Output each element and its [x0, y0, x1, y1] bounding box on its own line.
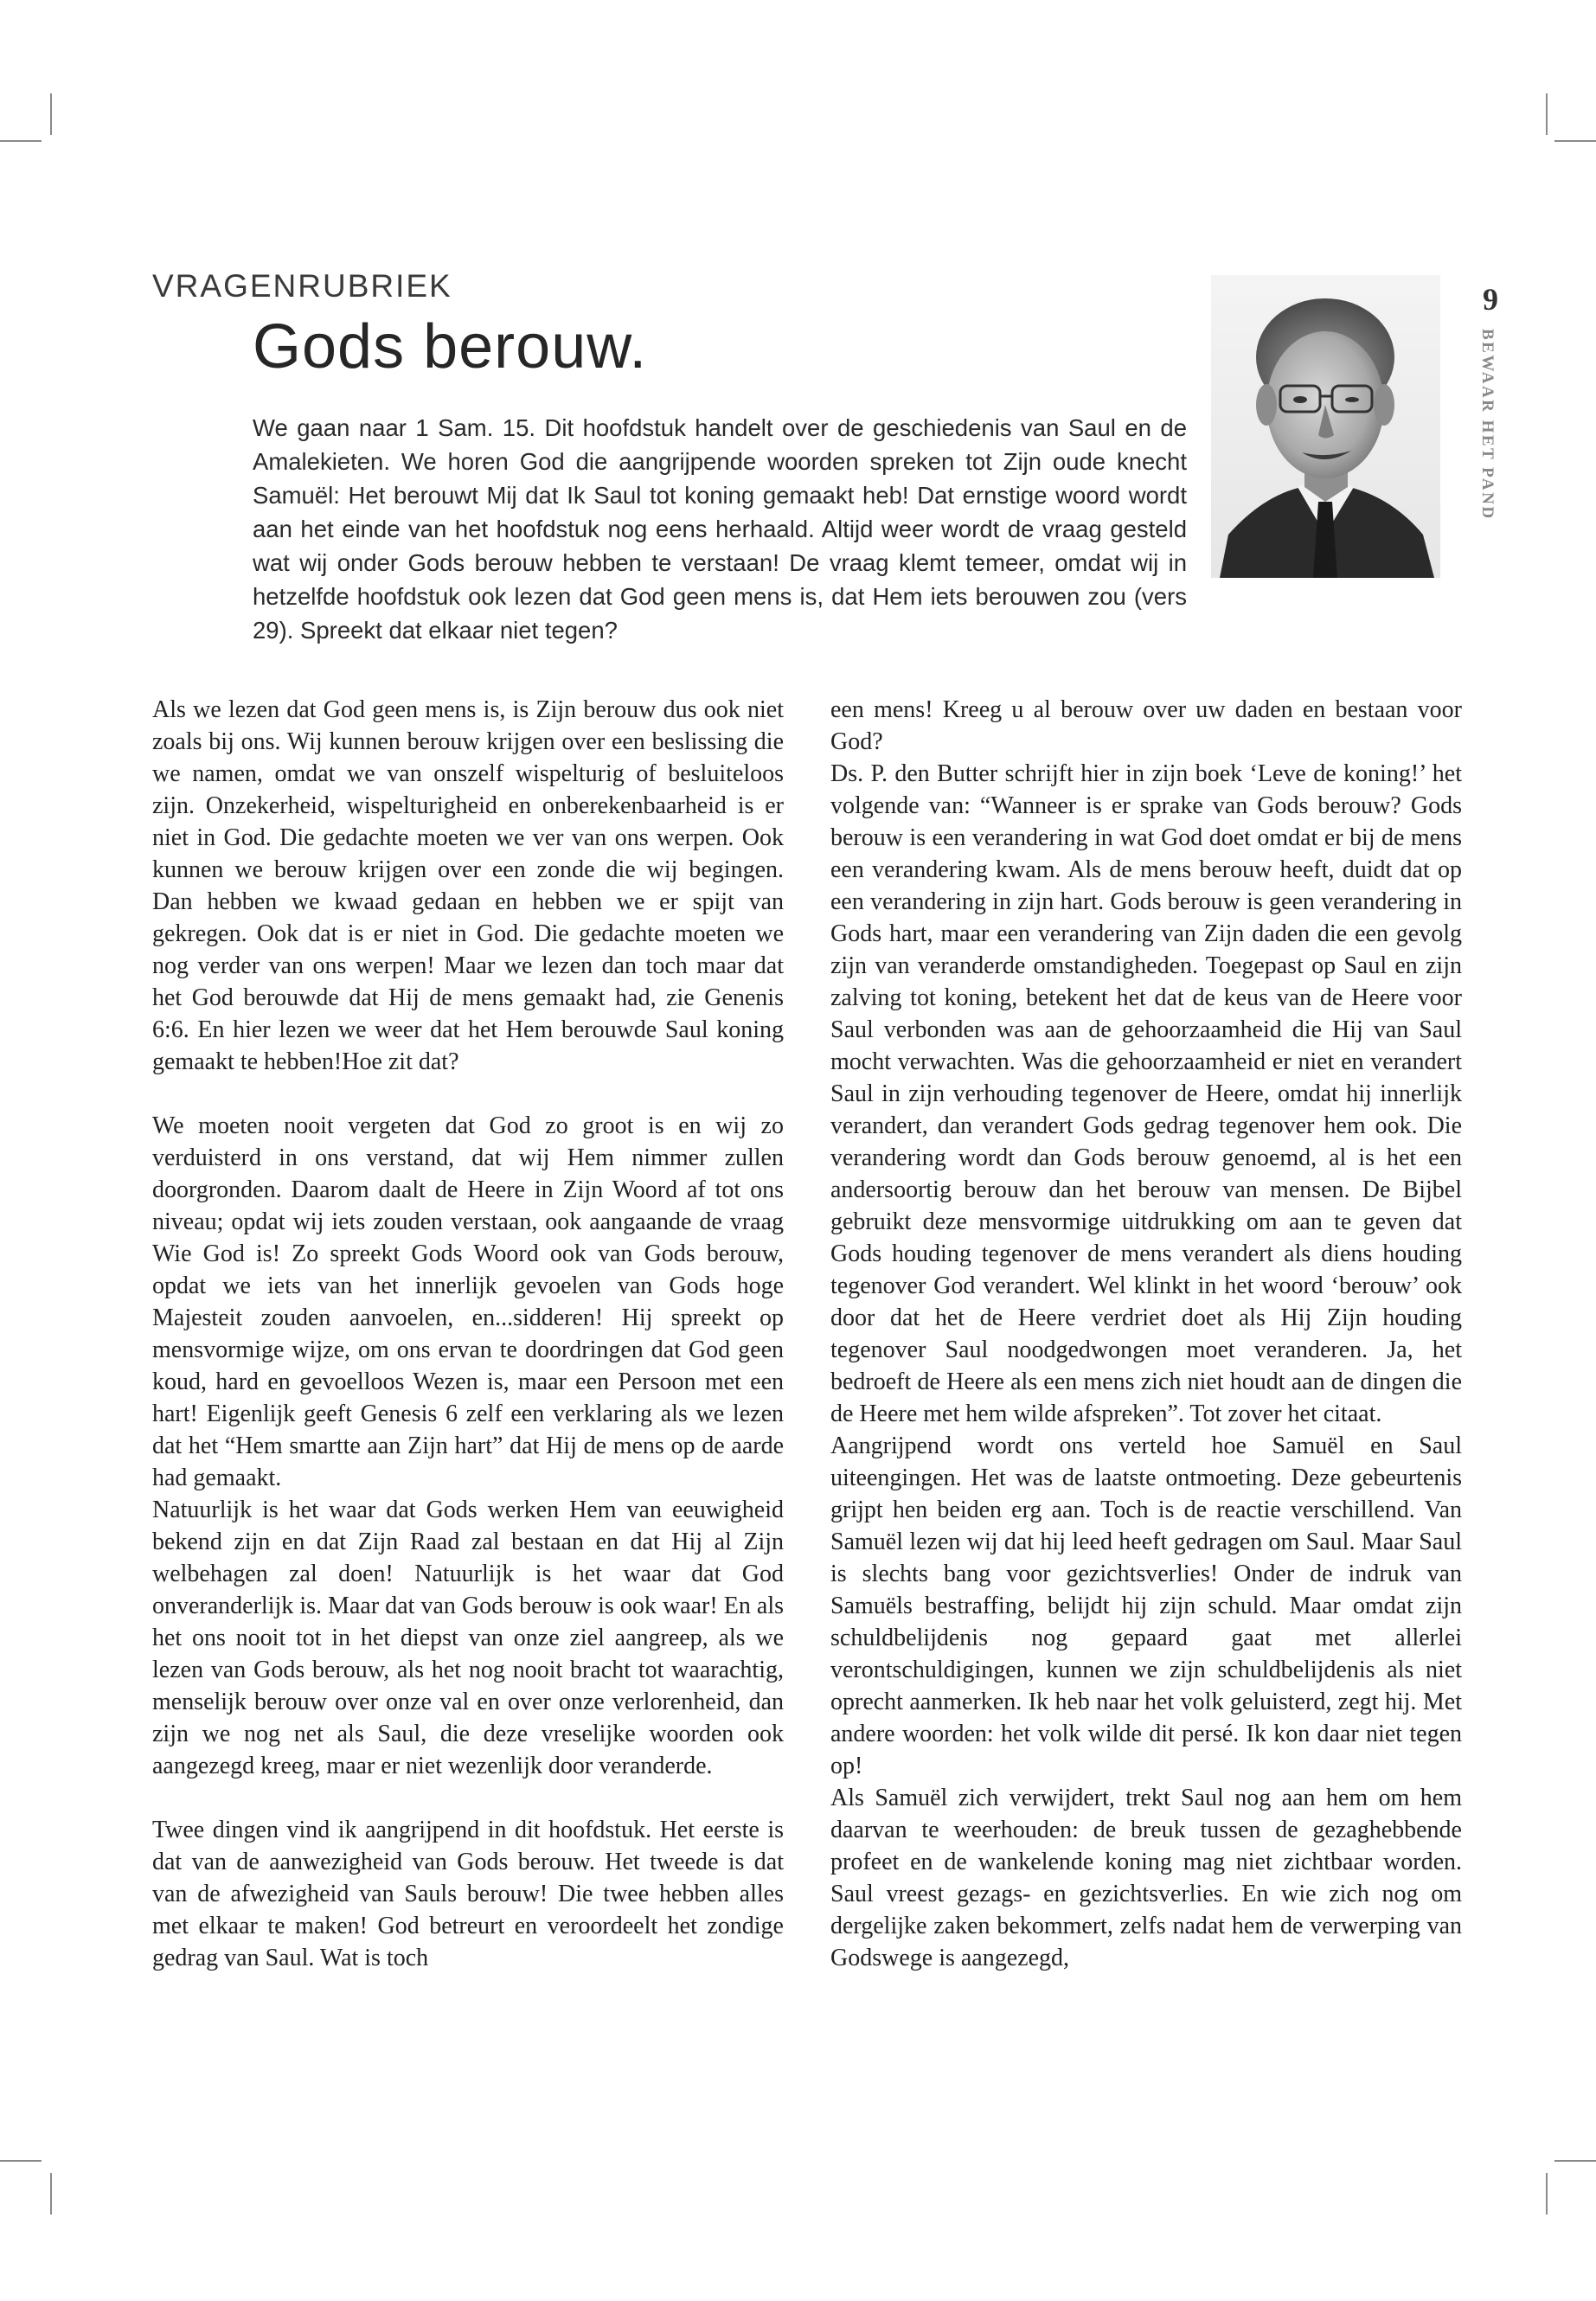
right-column	[830, 694, 1462, 1974]
body-paragraph: Twee dingen vind ik aangrijpend in dit hoofdstuk. Het eerste is dat van de aanwezigheid van Gods berouw. Het tweede is dat van de afwezigheid van Sauls berouw! Die twee hebben alles met elkaar te maken! God betreurt en veroordeelt het zondige gedrag van Saul. Wat is toch	[152, 1817, 784, 1971]
body-paragraph: Natuurlijk is het waar dat Gods werken Hem van eeuwigheid bekend zijn en dat Zijn Raad zal bestaan en dat Hij al Zijn welbehagen zal doen! Natuurlijk is het waar dat God onveranderlijk is. Maar dat van Gods berouw is ook waar! En als het ons nooit tot in het diepst van onze ziel aangreep, als we lezen van Gods berouw, als het nog nooit bracht tot waarachtig, menselijk berouw over onze val en over onze verlorenheid, dan zijn we nog net als Saul, die deze vreselijke woorden ook aangezegd kreeg, maar er niet wezenlijk door veranderde.	[152, 1497, 784, 1779]
author-photo	[1211, 275, 1440, 578]
crop-mark	[50, 2173, 52, 2214]
body-paragraph: We moeten nooit vergeten dat God zo groot is en wij zo verduisterd in ons verstand, dat wij Hem nimmer zullen doorgronden. Daarom daalt de Heere in Zijn Woord af tot ons niveau; opdat wij iets zouden verstaan, ook aangaande de vraag Wie God is! Zo spreekt Gods Woord ook van Gods berouw, opdat we iets van het innerlijk gevoelen van Gods hoge Majesteit zouden aanvoelen, en...sidderen! Hij spreekt op mensvormige wijze, om ons ervan te doordringen dat God geen koud, hard en gevoelloos Wezen is, maar een Persoon met een hart! Eigenlijk geeft Genesis 6 zelf een verklaring als we lezen dat het “Hem smartte aan Zijn hart” dat Hij de mens op de aarde had gemaakt.	[152, 1112, 784, 1491]
left-column	[152, 694, 784, 1974]
article-title: Gods berouw.	[253, 312, 648, 381]
crop-mark	[1546, 93, 1548, 135]
intro-paragraph: We gaan naar 1 Sam. 15. Dit hoofdstuk handelt over de geschiedenis van Saul en de Amalekieten. We horen God die aangrijpende woorden spreken tot Zijn oude knecht Samuël: Het berouwt Mij dat Ik Saul tot koning gemaakt heb! Dat ernstige woord wordt aan het einde van het hoofdstuk nog eens herhaald. Altijd weer wordt de vraag gesteld wat wij onder Gods berouw hebben te verstaan! De vraag klemt temeer, omdat wij in hetzelfde hoofdstuk ook lezen dat God geen mens is, dat Hem iets berouwen zou (vers 29). Spreekt dat elkaar niet tegen?	[253, 414, 1187, 644]
body-paragraph: Als Samuël zich verwijdert, trekt Saul nog aan hem om hem daarvan te weerhouden: de breuk tussen de gezaghebbende profeet en de wankelende koning mag niet zichtbaar worden. Saul vreest gezags- en gezichtsverlies. En wie zich nog om dergelijke zaken bekommert, zelfs nadat hem de verwerping van Godswege is aangezegd,	[830, 1785, 1462, 1971]
body-paragraph: een mens! Kreeg u al berouw over uw daden en bestaan voor God?	[830, 696, 1462, 755]
publication-side-label: BEWAAR HET PAND	[1478, 329, 1497, 521]
crop-mark	[1554, 2160, 1596, 2162]
section-label: VRAGENRUBRIEK	[152, 268, 452, 304]
page-number: 9	[1483, 282, 1498, 317]
crop-mark	[50, 93, 52, 135]
body-paragraph: Aangrijpend wordt ons verteld hoe Samuël en Saul uiteengingen. Het was de laatste ontmoeting. Deze gebeurtenis grijpt hen beiden erg aan. Toch is de reactie verschillend. Van Samuël lezen wij dat hij leed heeft gedragen om Saul. Maar Saul is slechts bang voor gezichtsverlies! Onder de indruk van Samuëls bestraffing, belijdt hij zijn schuld. Maar omdat zijn schuldbelijdenis nog gepaard gaat met allerlei verontschuldigingen, kunnen we zijn schuldbelijdenis als niet oprecht aanmerken. Ik heb naar het volk geluisterd, zegt hij. Met andere woorden: het volk wilde dit persé. Ik kon daar niet tegen op!	[830, 1433, 1462, 1779]
crop-mark	[0, 140, 42, 142]
crop-mark	[1546, 2173, 1548, 2214]
crop-mark	[1554, 140, 1596, 142]
body-paragraph: Als we lezen dat God geen mens is, is Zijn berouw dus ook niet zoals bij ons. Wij kunnen berouw krijgen over een beslissing die we namen, omdat we van onszelf wispelturig of besluiteloos zijn. Onzekerheid, wispelturigheid en onberekenbaarheid is er niet in God. Die gedachte moeten we ver van ons werpen. Ook kunnen we berouw krijgen over een zonde die wij begingen. Dan hebben we kwaad gedaan en hebben we er spijt van gekregen. Ook dat is er niet in God. Die gedachte moeten we nog verder van ons werpen! Maar we lezen dan toch maar dat het God berouwde dat Hij de mens gemaakt had, zie Genenis 6:6. En hier lezen we weer dat het Hem berouwde Saul koning gemaakt te hebben!Hoe zit dat?	[152, 696, 784, 1075]
body-paragraph: Ds. P. den Butter schrijft hier in zijn boek ‘Leve de koning!’ het volgende van: “Wanneer is er sprake van Gods berouw? Gods berouw is een verandering in wat God doet omdat er bij de mens een verandering kwam. Als de mens berouw heeft, duidt dat op een verandering in zijn hart. Gods berouw is geen verandering in Gods hart, maar een verandering van Zijn daden die een gevolg zijn van veranderde omstandigheden. Toegepast op Saul en zijn zalving tot koning, betekent het dat de keus van de Heere voor Saul verbonden was aan de gehoorzaamheid die Hij van Saul mocht verwachten. Was die gehoorzaamheid er niet en verandert Saul in zijn verhouding tegenover de Heere, omdat hij innerlijk verandert, dan verandert Gods gedrag tegenover hem ook. Die verandering wordt dan Gods berouw genoemd, al is het een andersoortig berouw dan het berouw van mensen. De Bijbel gebruikt deze mensvormige uitdrukking om aan te geven dat Gods houding tegenover de mens verandert als diens houding tegenover God verandert. Wel klinkt in het woord ‘berouw’ ook door dat het de Heere verdriet doet als Hij Zijn houding tegenover Saul noodgedwongen moet veranderen. Ja, het bedroeft de Heere als een mens zich niet houdt aan de dingen die de Heere met hem wilde afspreken”. Tot zover het citaat.	[830, 760, 1462, 1427]
crop-mark	[0, 2160, 42, 2162]
